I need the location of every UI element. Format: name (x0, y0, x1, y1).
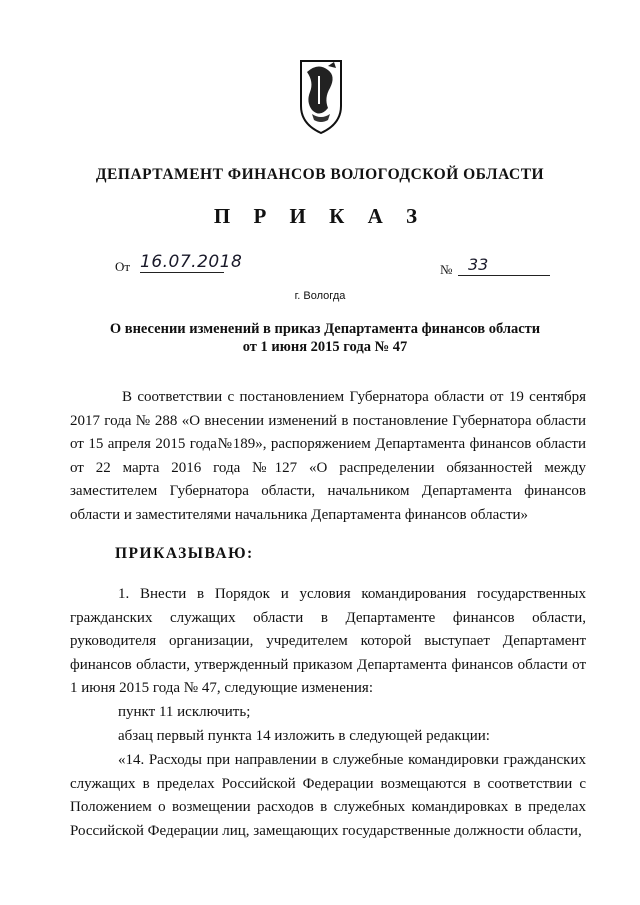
document-type-title: П Р И К А З (213, 204, 427, 228)
city-name: г. Вологда (294, 290, 346, 302)
order-item-1-a: пункт 11 исключить; (118, 704, 251, 720)
order-item-1: 1. Внести в Порядок и условия командирования государственных гражданских служащих области в Департаменте финансов области, руководителя организации, учредителем которой выступает Департамент финансов области, утвержденный приказом Департамента финансов области от 1 июня 2015 года № 47, следующие изменения: (70, 586, 586, 696)
orders-heading: ПРИКАЗЫВАЮ: (115, 545, 254, 562)
order-item-1-b: абзац первый пункта 14 изложить в следующей редакции: (118, 728, 490, 744)
number-value: 33 (458, 255, 550, 276)
department-name: ДЕПАРТАМЕНТ ФИНАНСОВ ВОЛОГОДСКОЙ ОБЛАСТИ (95, 166, 545, 183)
document-subject (80, 320, 570, 356)
subject-line-1: О внесении изменений в приказ Департамента финансов области (109, 321, 541, 337)
order-item-1-c: «14. Расходы при направлении в служебные командировки гражданских служащих в пределах Российской Федерации возмещаются в соответствии с Положением о возмещении расходов в служебных командировках в пределах Российской Федерации лиц, замещающих государственные должности области, (70, 752, 586, 839)
date-label: От (115, 259, 131, 274)
number-label: № (440, 262, 453, 277)
preamble-paragraph: В соответствии с постановлением Губернатора области от 19 сентября 2017 года № 288 «О внесении изменений в постановление Губернатора области от 15 апреля 2015 года№189», распоряжением Департамента финансов области от 22 марта 2016 года №127 «О распределении обязанностей между заместителем Губернатора области, начальником Департамента финансов области и заместителями начальника Департамента финансов области» (70, 389, 586, 523)
date-value: 16.07.2018 (140, 252, 243, 272)
coat-of-arms-emblem (298, 58, 344, 136)
subject-line-2: от 1 июня 2015 года № 47 (242, 339, 408, 355)
